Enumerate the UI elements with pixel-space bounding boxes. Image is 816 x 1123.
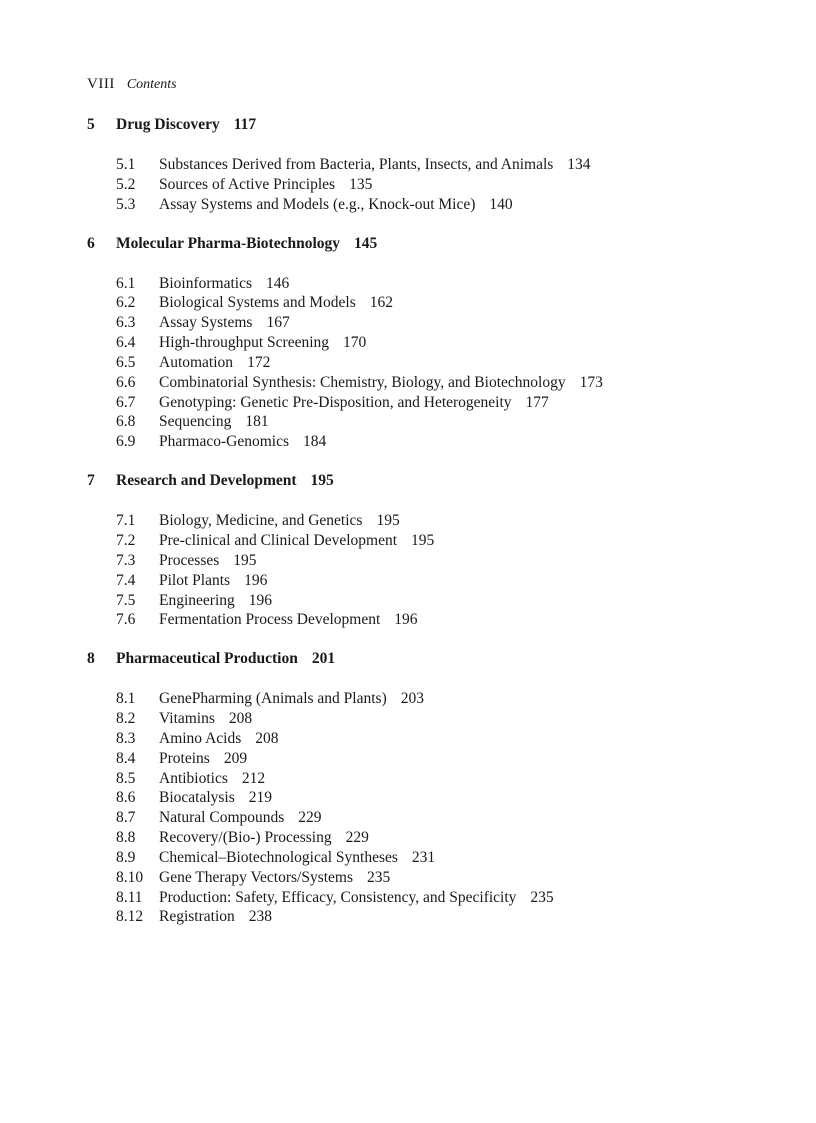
section-number: 6.7 (116, 393, 136, 411)
section-page-number: 167 (266, 314, 290, 332)
chapter-title: Drug Discovery (116, 116, 220, 133)
section-title: GenePharming (Animals and Plants) (159, 690, 387, 708)
section-title: Automation (159, 353, 234, 371)
section-page-number: 173 (579, 373, 603, 391)
toc-section-entry (116, 333, 767, 353)
toc-section-entry (116, 531, 767, 551)
section-page-number: 170 (343, 334, 367, 352)
toc-section-entry (116, 591, 767, 611)
section-page-number: 177 (525, 393, 549, 411)
section-number: 6.5 (116, 353, 136, 371)
section-number: 8.9 (116, 848, 136, 866)
section-title: Sequencing (159, 413, 232, 431)
section-title: Gene Therapy Vectors/Systems (159, 868, 353, 886)
section-title: Pilot Plants (159, 571, 231, 589)
section-title: Processes (159, 551, 220, 569)
section-title: Vitamins (159, 710, 215, 728)
section-number: 8.8 (116, 829, 136, 847)
section-number: 6.9 (116, 433, 136, 451)
chapter-number: 7 (87, 472, 95, 490)
section-page-number: 181 (245, 413, 269, 431)
section-title: Production: Safety, Efficacy, Consistency, and Specificity (159, 888, 517, 906)
section-page-number: 229 (298, 809, 322, 827)
chapter-page-number: 117 (233, 116, 257, 133)
section-number: 8.5 (116, 769, 136, 787)
toc-section-entry (116, 828, 767, 848)
section-title: Proteins (159, 749, 210, 767)
running-head-label: Contents (126, 77, 177, 92)
toc-section-entry (116, 808, 767, 828)
chapter-heading (87, 649, 767, 669)
toc-section-entry (116, 313, 767, 333)
section-page-number: 195 (233, 551, 257, 569)
section-title: Recovery/(Bio-) Processing (159, 829, 332, 847)
section-page-number: 235 (367, 868, 391, 886)
toc-section-entry (116, 293, 767, 313)
section-title: High-throughput Screening (159, 334, 330, 352)
chapter-number: 6 (87, 234, 95, 252)
toc-chapter (87, 471, 767, 630)
toc-section-entry (116, 571, 767, 591)
toc-chapter (87, 234, 767, 453)
section-title: Biological Systems and Models (159, 294, 356, 312)
section-list (87, 155, 767, 215)
section-list (87, 511, 767, 630)
toc-section-entry (116, 848, 767, 868)
section-number: 6.6 (116, 373, 136, 391)
section-title: Registration (159, 908, 235, 926)
section-number: 8.2 (116, 710, 136, 728)
toc-section-entry (116, 729, 767, 749)
toc-section-entry (116, 689, 767, 709)
toc-section-entry (116, 868, 767, 888)
chapter-heading (87, 115, 767, 135)
section-number: 8.12 (116, 908, 144, 926)
section-page-number: 212 (241, 769, 266, 787)
section-title: Pharmaco-Genomics (159, 433, 289, 451)
section-page-number: 195 (411, 531, 435, 549)
toc-chapter (87, 649, 767, 927)
section-page-number: 208 (255, 729, 279, 747)
section-title: Engineering (159, 591, 235, 609)
chapter-page-number: 195 (310, 472, 334, 490)
chapter-title: Pharmaceutical Production (116, 650, 298, 668)
section-page-number: 172 (247, 353, 271, 371)
toc-section-entry (116, 432, 767, 452)
section-title: Amino Acids (159, 729, 242, 747)
section-number: 5.2 (116, 175, 136, 193)
chapter-number: 8 (87, 650, 95, 668)
section-page-number: 140 (489, 195, 513, 213)
section-page-number: 203 (400, 690, 424, 708)
section-title: Fermentation Process Development (159, 611, 381, 629)
section-title: Genotyping: Genetic Pre-Disposition, and Heterogeneity (159, 393, 512, 411)
toc-section-entry (116, 888, 767, 908)
toc-section-entry (116, 274, 767, 294)
toc-section-entry (116, 749, 767, 769)
page-folio: VIII (87, 76, 115, 92)
section-number: 8.7 (116, 809, 136, 827)
section-page-number: 162 (369, 294, 394, 312)
section-title: Assay Systems (159, 314, 253, 332)
toc-section-entry (116, 373, 767, 393)
toc-chapter (87, 115, 767, 215)
section-number: 7.3 (116, 551, 136, 569)
section-page-number: 196 (244, 571, 268, 589)
section-number: 6.8 (116, 413, 136, 431)
section-page-number: 196 (394, 611, 418, 629)
section-title: Biocatalysis (159, 789, 235, 807)
toc-section-entry (116, 610, 767, 630)
section-title: Sources of Active Principles (159, 175, 336, 193)
toc-section-entry (116, 511, 767, 531)
section-list (87, 689, 767, 927)
section-title: Pre-clinical and Clinical Development (159, 531, 398, 549)
section-title: Antibiotics (159, 769, 228, 787)
section-number: 5.1 (116, 156, 136, 173)
section-page-number: 196 (248, 591, 273, 609)
section-title: Assay Systems and Models (e.g., Knock-out Mice) (159, 195, 476, 213)
section-page-number: 229 (345, 829, 369, 847)
section-title: Natural Compounds (159, 809, 285, 827)
section-page-number: 235 (530, 888, 554, 906)
section-page-number: 134 (567, 156, 591, 173)
chapter-page-number: 201 (311, 650, 336, 668)
section-number: 6.1 (116, 274, 136, 292)
section-page-number: 146 (266, 274, 290, 292)
section-number: 6.4 (116, 334, 136, 352)
toc-section-entry (116, 195, 767, 215)
chapter-page-number: 145 (354, 234, 378, 252)
table-of-contents (87, 115, 767, 946)
chapter-title: Research and Development (116, 472, 297, 490)
section-number: 7.6 (116, 611, 136, 629)
section-number: 6.3 (116, 314, 136, 332)
toc-section-entry (116, 709, 767, 729)
toc-section-entry (116, 353, 767, 373)
section-page-number: 238 (248, 908, 273, 926)
section-number: 8.1 (116, 690, 136, 708)
section-title: Combinatorial Synthesis: Chemistry, Biology, and Biotechnology (159, 373, 566, 391)
section-page-number: 135 (349, 175, 373, 193)
section-list (87, 274, 767, 453)
toc-section-entry (116, 907, 767, 927)
section-page-number: 184 (303, 433, 327, 451)
section-title: Chemical–Biotechnological Syntheses (159, 848, 398, 866)
section-number: 6.2 (116, 294, 136, 312)
section-page-number: 208 (228, 710, 253, 728)
chapter-title: Molecular Pharma-Biotechnology (116, 234, 341, 252)
section-number: 8.4 (116, 749, 136, 767)
section-title: Bioinformatics (159, 274, 252, 292)
section-number: 7.4 (116, 571, 136, 589)
section-page-number: 231 (411, 848, 436, 866)
section-number: 7.1 (116, 512, 136, 530)
toc-section-entry (116, 412, 767, 432)
section-title: Biology, Medicine, and Genetics (159, 512, 363, 530)
toc-section-entry (116, 769, 767, 789)
running-head (87, 74, 177, 95)
toc-section-entry (116, 175, 767, 195)
toc-section-entry (116, 393, 767, 413)
toc-section-entry (116, 155, 767, 175)
chapter-heading (87, 234, 767, 254)
section-number: 7.2 (116, 531, 136, 549)
toc-section-entry (116, 788, 767, 808)
section-number: 5.3 (116, 195, 136, 213)
section-number: 8.10 (116, 868, 144, 886)
section-number: 8.6 (116, 789, 136, 807)
section-number: 8.11 (116, 888, 143, 906)
chapter-number: 5 (87, 116, 95, 133)
section-page-number: 209 (223, 749, 248, 767)
toc-section-entry (116, 551, 767, 571)
section-page-number: 195 (376, 512, 400, 530)
section-number: 8.3 (116, 729, 136, 747)
chapter-heading (87, 471, 767, 491)
section-title: Substances Derived from Bacteria, Plants, Insects, and Animals (159, 156, 554, 173)
section-page-number: 219 (248, 789, 273, 807)
section-number: 7.5 (116, 591, 136, 609)
